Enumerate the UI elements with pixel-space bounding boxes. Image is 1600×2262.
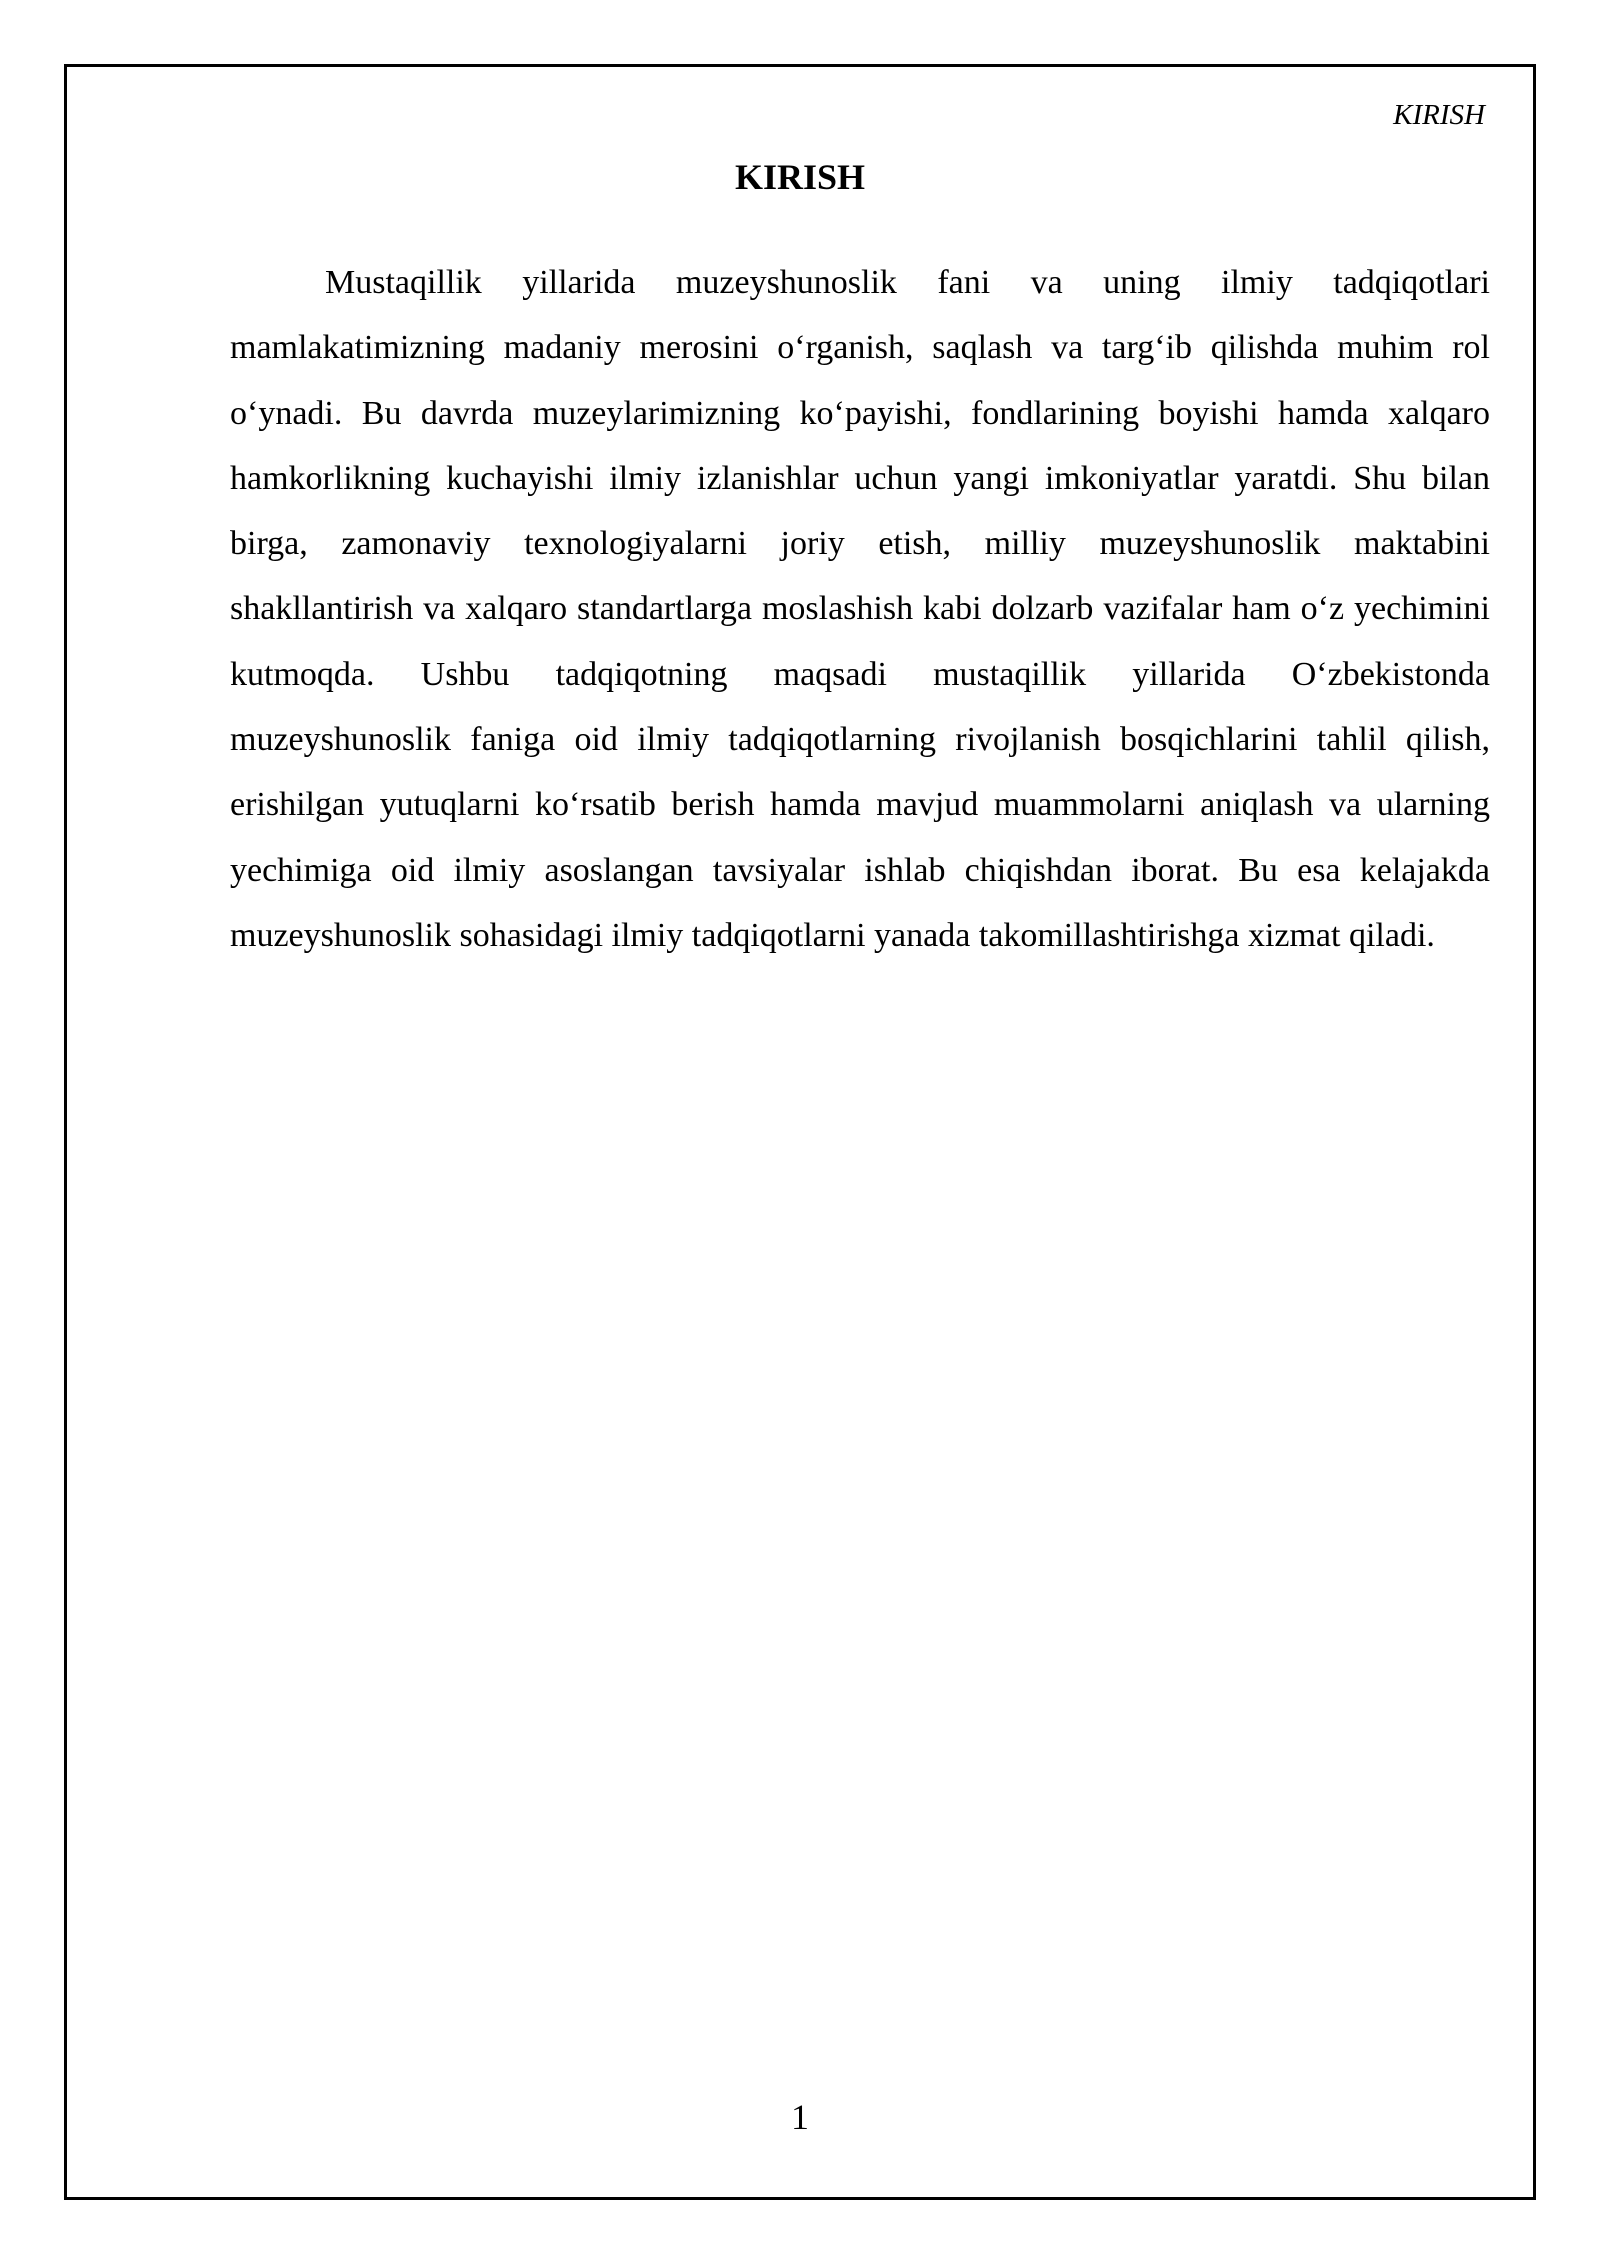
page-border	[64, 64, 1536, 2200]
page-title: KIRISH	[734, 157, 866, 197]
page-number: 1	[791, 2097, 809, 2137]
running-header: KIRISH	[1393, 99, 1485, 131]
body-paragraph: Mustaqillik yillarida muzeyshunoslik fani va uning ilmiy tadqiqotlari mamlakatimizning madaniy merosini o‘rganish, saqlash va targ‘ib qilishda muhim rol o‘ynadi. Bu davrda muzeylarimizning ko‘payishi, fondlarining boyishi hamda xalqaro hamkorlikning kuchayishi ilmiy izlanishlar uchun yangi imkoniyatlar yaratdi. Shu bilan birga, zamonaviy texnologiyalarni joriy etish, milliy muzeyshunoslik maktabini shakllantirish va xalqaro standartlarga moslashish kabi dolzarb vazifalar ham o‘z yechimini kutmoqda. Ushbu tadqiqotning maqsadi mustaqillik yillarida O‘zbekistonda muzeyshunoslik faniga oid ilmiy tadqiqotlarning rivojlanish bosqichlarini tahlil qilish, erishilgan yutuqlarni ko‘rsatib berish hamda mavjud muammolarni aniqlash va ularning yechimiga oid ilmiy asoslangan tavsiyalar ishlab chiqishdan iborat. Bu esa kelajakda muzeyshunoslik sohasidagi ilmiy tadqiqotlarni yanada takomillashtirishga xizmat qiladi.	[230, 264, 1490, 954]
